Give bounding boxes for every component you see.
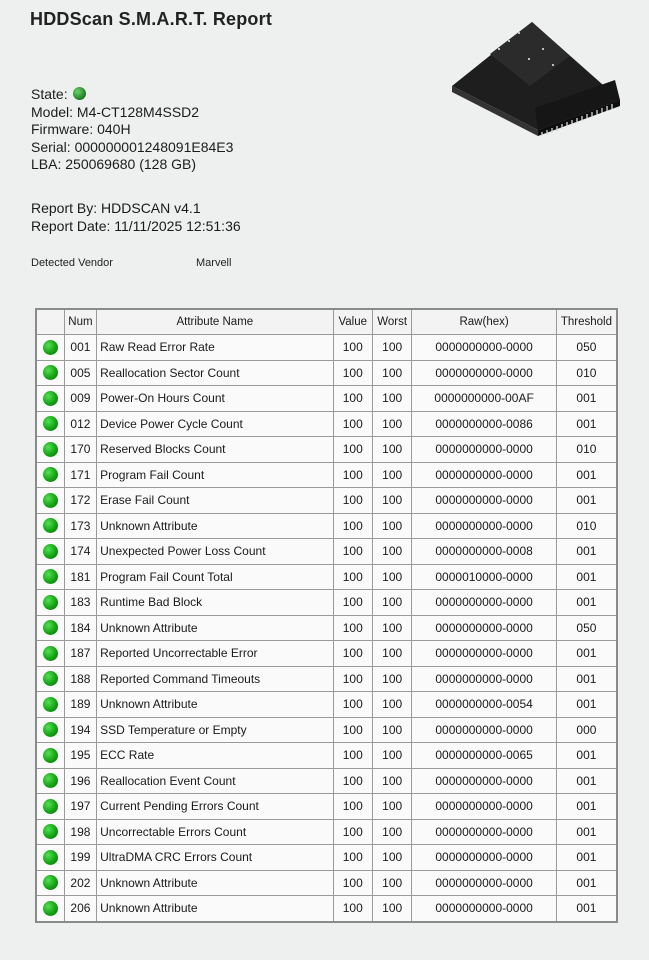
report-title: HDDScan S.M.A.R.T. Report (30, 9, 273, 29)
status-ok-icon (43, 671, 58, 686)
drive-chip-icon (450, 18, 622, 136)
attr-value: 100 (333, 819, 372, 845)
status-cell (36, 692, 64, 718)
attr-threshold: 001 (556, 488, 617, 514)
attr-name: Uncorrectable Errors Count (97, 819, 333, 845)
attr-worst: 100 (372, 845, 411, 871)
status-cell (36, 411, 64, 437)
status-ok-icon (43, 824, 58, 839)
attr-name: Current Pending Errors Count (97, 794, 333, 820)
attr-worst: 100 (372, 794, 411, 820)
status-ok-icon (43, 518, 58, 533)
attr-worst: 100 (372, 641, 411, 667)
attr-value: 100 (333, 896, 372, 922)
attr-name: Unknown Attribute (97, 870, 333, 896)
status-ok-icon (43, 748, 58, 763)
col-worst: Worst (372, 309, 411, 335)
attr-threshold: 001 (556, 896, 617, 922)
attr-raw-hex: 0000000000-0000 (412, 641, 556, 667)
attr-name: Reported Uncorrectable Error (97, 641, 333, 667)
report-meta (31, 199, 241, 235)
attr-value: 100 (333, 513, 372, 539)
vendor-label: Detected Vendor (31, 257, 113, 269)
attr-raw-hex: 0000000000-0000 (412, 360, 556, 386)
attr-threshold: 001 (556, 462, 617, 488)
attr-raw-hex: 0000000000-0000 (412, 615, 556, 641)
table-row (36, 666, 617, 692)
attr-raw-hex: 0000000000-0000 (412, 335, 556, 361)
attr-raw-hex: 0000000000-0000 (412, 794, 556, 820)
attr-value: 100 (333, 411, 372, 437)
attr-worst: 100 (372, 564, 411, 590)
status-cell (36, 666, 64, 692)
status-cell (36, 335, 64, 361)
attr-raw-hex: 0000000000-0000 (412, 845, 556, 871)
status-cell (36, 360, 64, 386)
attr-worst: 100 (372, 462, 411, 488)
smart-table (35, 308, 618, 923)
state-row (31, 86, 233, 104)
status-cell (36, 794, 64, 820)
attr-value: 100 (333, 641, 372, 667)
table-row (36, 386, 617, 412)
col-threshold: Threshold (556, 309, 617, 335)
attr-num: 206 (64, 896, 96, 922)
attr-worst: 100 (372, 539, 411, 565)
status-cell (36, 590, 64, 616)
attr-num: 202 (64, 870, 96, 896)
col-raw-hex: Raw(hex) (412, 309, 556, 335)
status-ok-icon (43, 493, 58, 508)
attr-num: 188 (64, 666, 96, 692)
status-ok-icon (43, 850, 58, 865)
attr-raw-hex: 0000000000-0054 (412, 692, 556, 718)
attr-value: 100 (333, 666, 372, 692)
status-cell (36, 870, 64, 896)
attr-value: 100 (333, 768, 372, 794)
attr-worst: 100 (372, 666, 411, 692)
table-row (36, 335, 617, 361)
attr-raw-hex: 0000000000-00AF (412, 386, 556, 412)
state-label: State: (31, 86, 68, 102)
attr-value: 100 (333, 335, 372, 361)
status-ok-icon (43, 365, 58, 380)
status-ok-icon (43, 569, 58, 584)
attr-threshold: 001 (556, 819, 617, 845)
attr-name: Raw Read Error Rate (97, 335, 333, 361)
attr-raw-hex: 0000000000-0000 (412, 590, 556, 616)
attr-value: 100 (333, 360, 372, 386)
attr-raw-hex: 0000000000-0000 (412, 896, 556, 922)
attr-num: 172 (64, 488, 96, 514)
attr-raw-hex: 0000000000-0000 (412, 437, 556, 463)
lba-row: LBA: 250069680 (128 GB) (31, 156, 197, 172)
status-ok-icon (43, 467, 58, 482)
table-row (36, 870, 617, 896)
vendor-value: Marvell (196, 257, 232, 269)
attr-value: 100 (333, 794, 372, 820)
attr-threshold: 001 (556, 768, 617, 794)
attr-worst: 100 (372, 768, 411, 794)
table-header (36, 309, 617, 335)
detected-vendor (31, 257, 232, 269)
table-row (36, 513, 617, 539)
table-row (36, 845, 617, 871)
table-row (36, 692, 617, 718)
report-by: Report By: HDDSCAN v4.1 (31, 200, 201, 216)
attr-threshold: 010 (556, 360, 617, 386)
attr-num: 181 (64, 564, 96, 590)
attr-threshold: 001 (556, 692, 617, 718)
attr-num: 009 (64, 386, 96, 412)
attr-value: 100 (333, 590, 372, 616)
status-cell (36, 462, 64, 488)
attr-num: 195 (64, 743, 96, 769)
attr-name: Unexpected Power Loss Count (97, 539, 333, 565)
attr-num: 001 (64, 335, 96, 361)
status-ok-icon (43, 773, 58, 788)
status-ok-icon (43, 722, 58, 737)
status-cell (36, 386, 64, 412)
status-ok-icon (43, 442, 58, 457)
attr-threshold: 001 (556, 870, 617, 896)
col-value: Value (333, 309, 372, 335)
status-cell (36, 539, 64, 565)
attr-raw-hex: 0000000000-0000 (412, 666, 556, 692)
attr-name: Unknown Attribute (97, 513, 333, 539)
attr-value: 100 (333, 743, 372, 769)
status-ok-icon (43, 391, 58, 406)
attr-num: 005 (64, 360, 96, 386)
attr-raw-hex: 0000000000-0000 (412, 462, 556, 488)
attr-value: 100 (333, 437, 372, 463)
attr-num: 174 (64, 539, 96, 565)
status-cell (36, 845, 64, 871)
attr-num: 187 (64, 641, 96, 667)
attr-raw-hex: 0000000000-0000 (412, 488, 556, 514)
status-ok-icon (43, 799, 58, 814)
attr-name: UltraDMA CRC Errors Count (97, 845, 333, 871)
status-ok-icon (43, 697, 58, 712)
attr-threshold: 001 (556, 564, 617, 590)
attr-num: 196 (64, 768, 96, 794)
attr-num: 171 (64, 462, 96, 488)
attr-num: 198 (64, 819, 96, 845)
attr-num: 194 (64, 717, 96, 743)
col-attribute-name: Attribute Name (97, 309, 333, 335)
attr-name: SSD Temperature or Empty (97, 717, 333, 743)
table-row (36, 590, 617, 616)
table-row (36, 794, 617, 820)
serial-row: Serial: 000000001248091E84E3 (31, 138, 234, 155)
attr-worst: 100 (372, 411, 411, 437)
attr-num: 184 (64, 615, 96, 641)
attr-value: 100 (333, 717, 372, 743)
attr-threshold: 000 (556, 717, 617, 743)
attr-name: Erase Fail Count (97, 488, 333, 514)
attr-worst: 100 (372, 717, 411, 743)
status-cell (36, 641, 64, 667)
status-cell (36, 819, 64, 845)
attr-name: ECC Rate (97, 743, 333, 769)
attr-value: 100 (333, 462, 372, 488)
status-cell (36, 743, 64, 769)
model-row: Model: M4-CT128M4SSD2 (31, 103, 200, 120)
attr-threshold: 001 (556, 666, 617, 692)
table-row (36, 717, 617, 743)
attr-worst: 100 (372, 692, 411, 718)
attr-name: Unknown Attribute (97, 692, 333, 718)
smart-table-body (36, 335, 617, 922)
table-row (36, 896, 617, 922)
attr-value: 100 (333, 539, 372, 565)
status-ok-icon (43, 875, 58, 890)
attr-worst: 100 (372, 896, 411, 922)
table-row (36, 411, 617, 437)
attr-worst: 100 (372, 743, 411, 769)
attr-threshold: 001 (556, 539, 617, 565)
attr-threshold: 001 (556, 641, 617, 667)
attr-value: 100 (333, 386, 372, 412)
attr-threshold: 001 (556, 411, 617, 437)
attr-name: Power-On Hours Count (97, 386, 333, 412)
attr-raw-hex: 0000000000-0008 (412, 539, 556, 565)
status-cell (36, 896, 64, 922)
attr-name: Unknown Attribute (97, 896, 333, 922)
attr-value: 100 (333, 615, 372, 641)
attr-worst: 100 (372, 870, 411, 896)
attr-worst: 100 (372, 386, 411, 412)
attr-worst: 100 (372, 360, 411, 386)
firmware-row: Firmware: 040H (31, 121, 131, 137)
attr-worst: 100 (372, 615, 411, 641)
attr-raw-hex: 0000000000-0000 (412, 717, 556, 743)
attr-threshold: 001 (556, 590, 617, 616)
attr-num: 173 (64, 513, 96, 539)
attr-num: 170 (64, 437, 96, 463)
attr-name: Program Fail Count Total (97, 564, 333, 590)
table-row (36, 564, 617, 590)
attr-name: Runtime Bad Block (97, 590, 333, 616)
attr-threshold: 001 (556, 794, 617, 820)
attr-value: 100 (333, 870, 372, 896)
status-cell (36, 717, 64, 743)
attr-num: 197 (64, 794, 96, 820)
status-ok-icon (43, 595, 58, 610)
attr-name: Unknown Attribute (97, 615, 333, 641)
attr-worst: 100 (372, 488, 411, 514)
attr-raw-hex: 0000000000-0086 (412, 411, 556, 437)
attr-name: Device Power Cycle Count (97, 411, 333, 437)
status-cell (36, 564, 64, 590)
table-row (36, 615, 617, 641)
attr-num: 183 (64, 590, 96, 616)
report-date: Report Date: 11/11/2025 12:51:36 (31, 218, 241, 234)
attr-raw-hex: 0000010000-0000 (412, 564, 556, 590)
status-ok-icon (43, 646, 58, 661)
attr-threshold: 050 (556, 615, 617, 641)
table-row (36, 462, 617, 488)
attr-name: Reserved Blocks Count (97, 437, 333, 463)
status-cell (36, 615, 64, 641)
attr-num: 199 (64, 845, 96, 871)
table-row (36, 360, 617, 386)
status-ok-icon (43, 416, 58, 431)
attr-worst: 100 (372, 335, 411, 361)
attr-threshold: 001 (556, 743, 617, 769)
attr-worst: 100 (372, 513, 411, 539)
attr-threshold: 050 (556, 335, 617, 361)
attr-raw-hex: 0000000000-0000 (412, 768, 556, 794)
attr-threshold: 010 (556, 437, 617, 463)
attr-value: 100 (333, 564, 372, 590)
attr-raw-hex: 0000000000-0000 (412, 819, 556, 845)
col-status (36, 309, 64, 335)
status-cell (36, 513, 64, 539)
status-cell (36, 768, 64, 794)
attr-raw-hex: 0000000000-0000 (412, 870, 556, 896)
attr-value: 100 (333, 488, 372, 514)
attr-value: 100 (333, 692, 372, 718)
table-row (36, 743, 617, 769)
attr-raw-hex: 0000000000-0065 (412, 743, 556, 769)
attr-threshold: 001 (556, 845, 617, 871)
drive-info (31, 86, 233, 174)
status-ok-icon (43, 544, 58, 559)
table-row (36, 437, 617, 463)
table-row (36, 488, 617, 514)
table-row (36, 768, 617, 794)
table-row (36, 539, 617, 565)
status-ok-icon (43, 620, 58, 635)
attr-name: Reallocation Sector Count (97, 360, 333, 386)
attr-threshold: 010 (556, 513, 617, 539)
col-num: Num (64, 309, 96, 335)
status-ok-icon (73, 87, 86, 100)
attr-worst: 100 (372, 437, 411, 463)
attr-threshold: 001 (556, 386, 617, 412)
attr-num: 189 (64, 692, 96, 718)
status-ok-icon (43, 901, 58, 916)
attr-worst: 100 (372, 590, 411, 616)
attr-raw-hex: 0000000000-0000 (412, 513, 556, 539)
status-ok-icon (43, 340, 58, 355)
attr-name: Program Fail Count (97, 462, 333, 488)
attr-num: 012 (64, 411, 96, 437)
attr-worst: 100 (372, 819, 411, 845)
attr-value: 100 (333, 845, 372, 871)
table-row (36, 641, 617, 667)
attr-name: Reallocation Event Count (97, 768, 333, 794)
table-row (36, 819, 617, 845)
status-cell (36, 488, 64, 514)
attr-name: Reported Command Timeouts (97, 666, 333, 692)
status-cell (36, 437, 64, 463)
